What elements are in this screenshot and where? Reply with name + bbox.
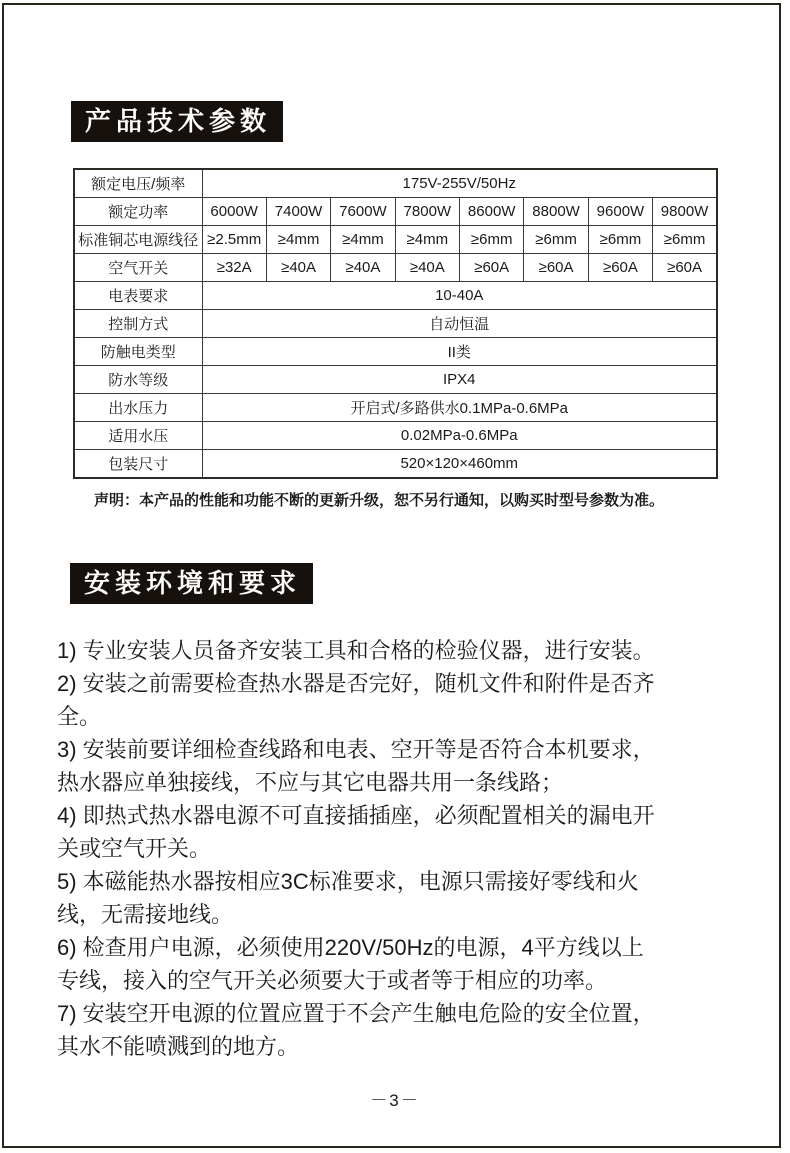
- spec-cell: ≥6mm: [588, 226, 652, 254]
- spec-cell: 8800W: [524, 198, 588, 226]
- spec-cell: ≥4mm: [395, 226, 459, 254]
- list-item: 3) 安装前要详细检查线路和电表、空开等是否符合本机要求，热水器应单独接线，不应与其它电器共用一条线路；: [57, 737, 655, 795]
- table-row: [74, 226, 717, 254]
- list-item: 2) 安装之前需要检查热水器是否完好，随机文件和附件是否齐全。: [57, 671, 655, 729]
- section-title-install-requirements: 安装环境和要求: [70, 563, 313, 604]
- spec-value: 175V-255V/50Hz: [202, 169, 717, 198]
- spec-value: 520×120×460mm: [202, 450, 717, 479]
- table-row: [74, 310, 717, 338]
- spec-label: 控制方式: [74, 310, 202, 338]
- section-title-product-specs: 产品技术参数: [71, 101, 283, 142]
- spec-cell: 7600W: [331, 198, 395, 226]
- spec-cell: 6000W: [202, 198, 266, 226]
- spec-value: IPX4: [202, 366, 717, 394]
- spec-cell: ≥6mm: [653, 226, 717, 254]
- spec-value: 10-40A: [202, 282, 717, 310]
- list-item: 5) 本磁能热水器按相应3C标准要求，电源只需接好零线和火线，无需接地线。: [57, 869, 639, 927]
- spec-label: 空气开关: [74, 254, 202, 282]
- spec-cell: ≥60A: [524, 254, 588, 282]
- install-instructions-list: [57, 634, 663, 1063]
- spec-cell: 9800W: [653, 198, 717, 226]
- table-row: [74, 254, 717, 282]
- spec-cell: ≥32A: [202, 254, 266, 282]
- spec-label: 防触电类型: [74, 338, 202, 366]
- spec-cell: ≥4mm: [266, 226, 330, 254]
- spec-value: II类: [202, 338, 717, 366]
- spec-label: 电表要求: [74, 282, 202, 310]
- spec-cell: ≥2.5mm: [202, 226, 266, 254]
- table-row: [74, 198, 717, 226]
- spec-cell: 9600W: [588, 198, 652, 226]
- spec-cell: 7800W: [395, 198, 459, 226]
- spec-cell: ≥40A: [266, 254, 330, 282]
- page-number: －3－: [370, 1091, 420, 1110]
- spec-cell: ≥60A: [460, 254, 524, 282]
- table-row: [74, 450, 717, 479]
- spec-label: 出水压力: [74, 394, 202, 422]
- spec-label: 防水等级: [74, 366, 202, 394]
- spec-cell: ≥60A: [588, 254, 652, 282]
- spec-label: 标准铜芯电源线径: [74, 226, 202, 254]
- spec-cell: 8600W: [460, 198, 524, 226]
- list-item: 1) 专业安装人员备齐安装工具和合格的检验仪器，进行安装。: [57, 638, 655, 663]
- spec-label: 包装尺寸: [74, 450, 202, 479]
- table-row: [74, 282, 717, 310]
- spec-cell: ≥6mm: [524, 226, 588, 254]
- spec-cell: ≥40A: [395, 254, 459, 282]
- spec-label: 额定电压/频率: [74, 169, 202, 198]
- list-item: 7) 安装空开电源的位置应置于不会产生触电危险的安全位置，其水不能喷溅到的地方。: [57, 1001, 655, 1059]
- spec-cell: ≥6mm: [460, 226, 524, 254]
- table-row: [74, 422, 717, 450]
- spec-cell: ≥40A: [331, 254, 395, 282]
- table-row: [74, 338, 717, 366]
- spec-label: 额定功率: [74, 198, 202, 226]
- spec-cell: 7400W: [266, 198, 330, 226]
- spec-value: 自动恒温: [202, 310, 717, 338]
- spec-value: 开启式/多路供水0.1MPa-0.6MPa: [202, 394, 717, 422]
- spec-table: [73, 168, 718, 479]
- spec-cell: ≥60A: [653, 254, 717, 282]
- spec-label: 适用水压: [74, 422, 202, 450]
- list-item: 6) 检查用户电源，必须使用220V/50Hz的电源，4平方线以上专线，接入的空气开关必须要大于或者等于相应的功率。: [57, 935, 644, 993]
- declaration-note: 声明：本产品的性能和功能不断的更新升级，恕不另行通知，以购买时型号参数为准。: [94, 492, 665, 509]
- table-row: [74, 366, 717, 394]
- table-row: [74, 394, 717, 422]
- spec-cell: ≥4mm: [331, 226, 395, 254]
- spec-value: 0.02MPa-0.6MPa: [202, 422, 717, 450]
- table-row: [74, 169, 717, 198]
- list-item: 4) 即热式热水器电源不可直接插插座，必须配置相关的漏电开关或空气开关。: [57, 803, 655, 861]
